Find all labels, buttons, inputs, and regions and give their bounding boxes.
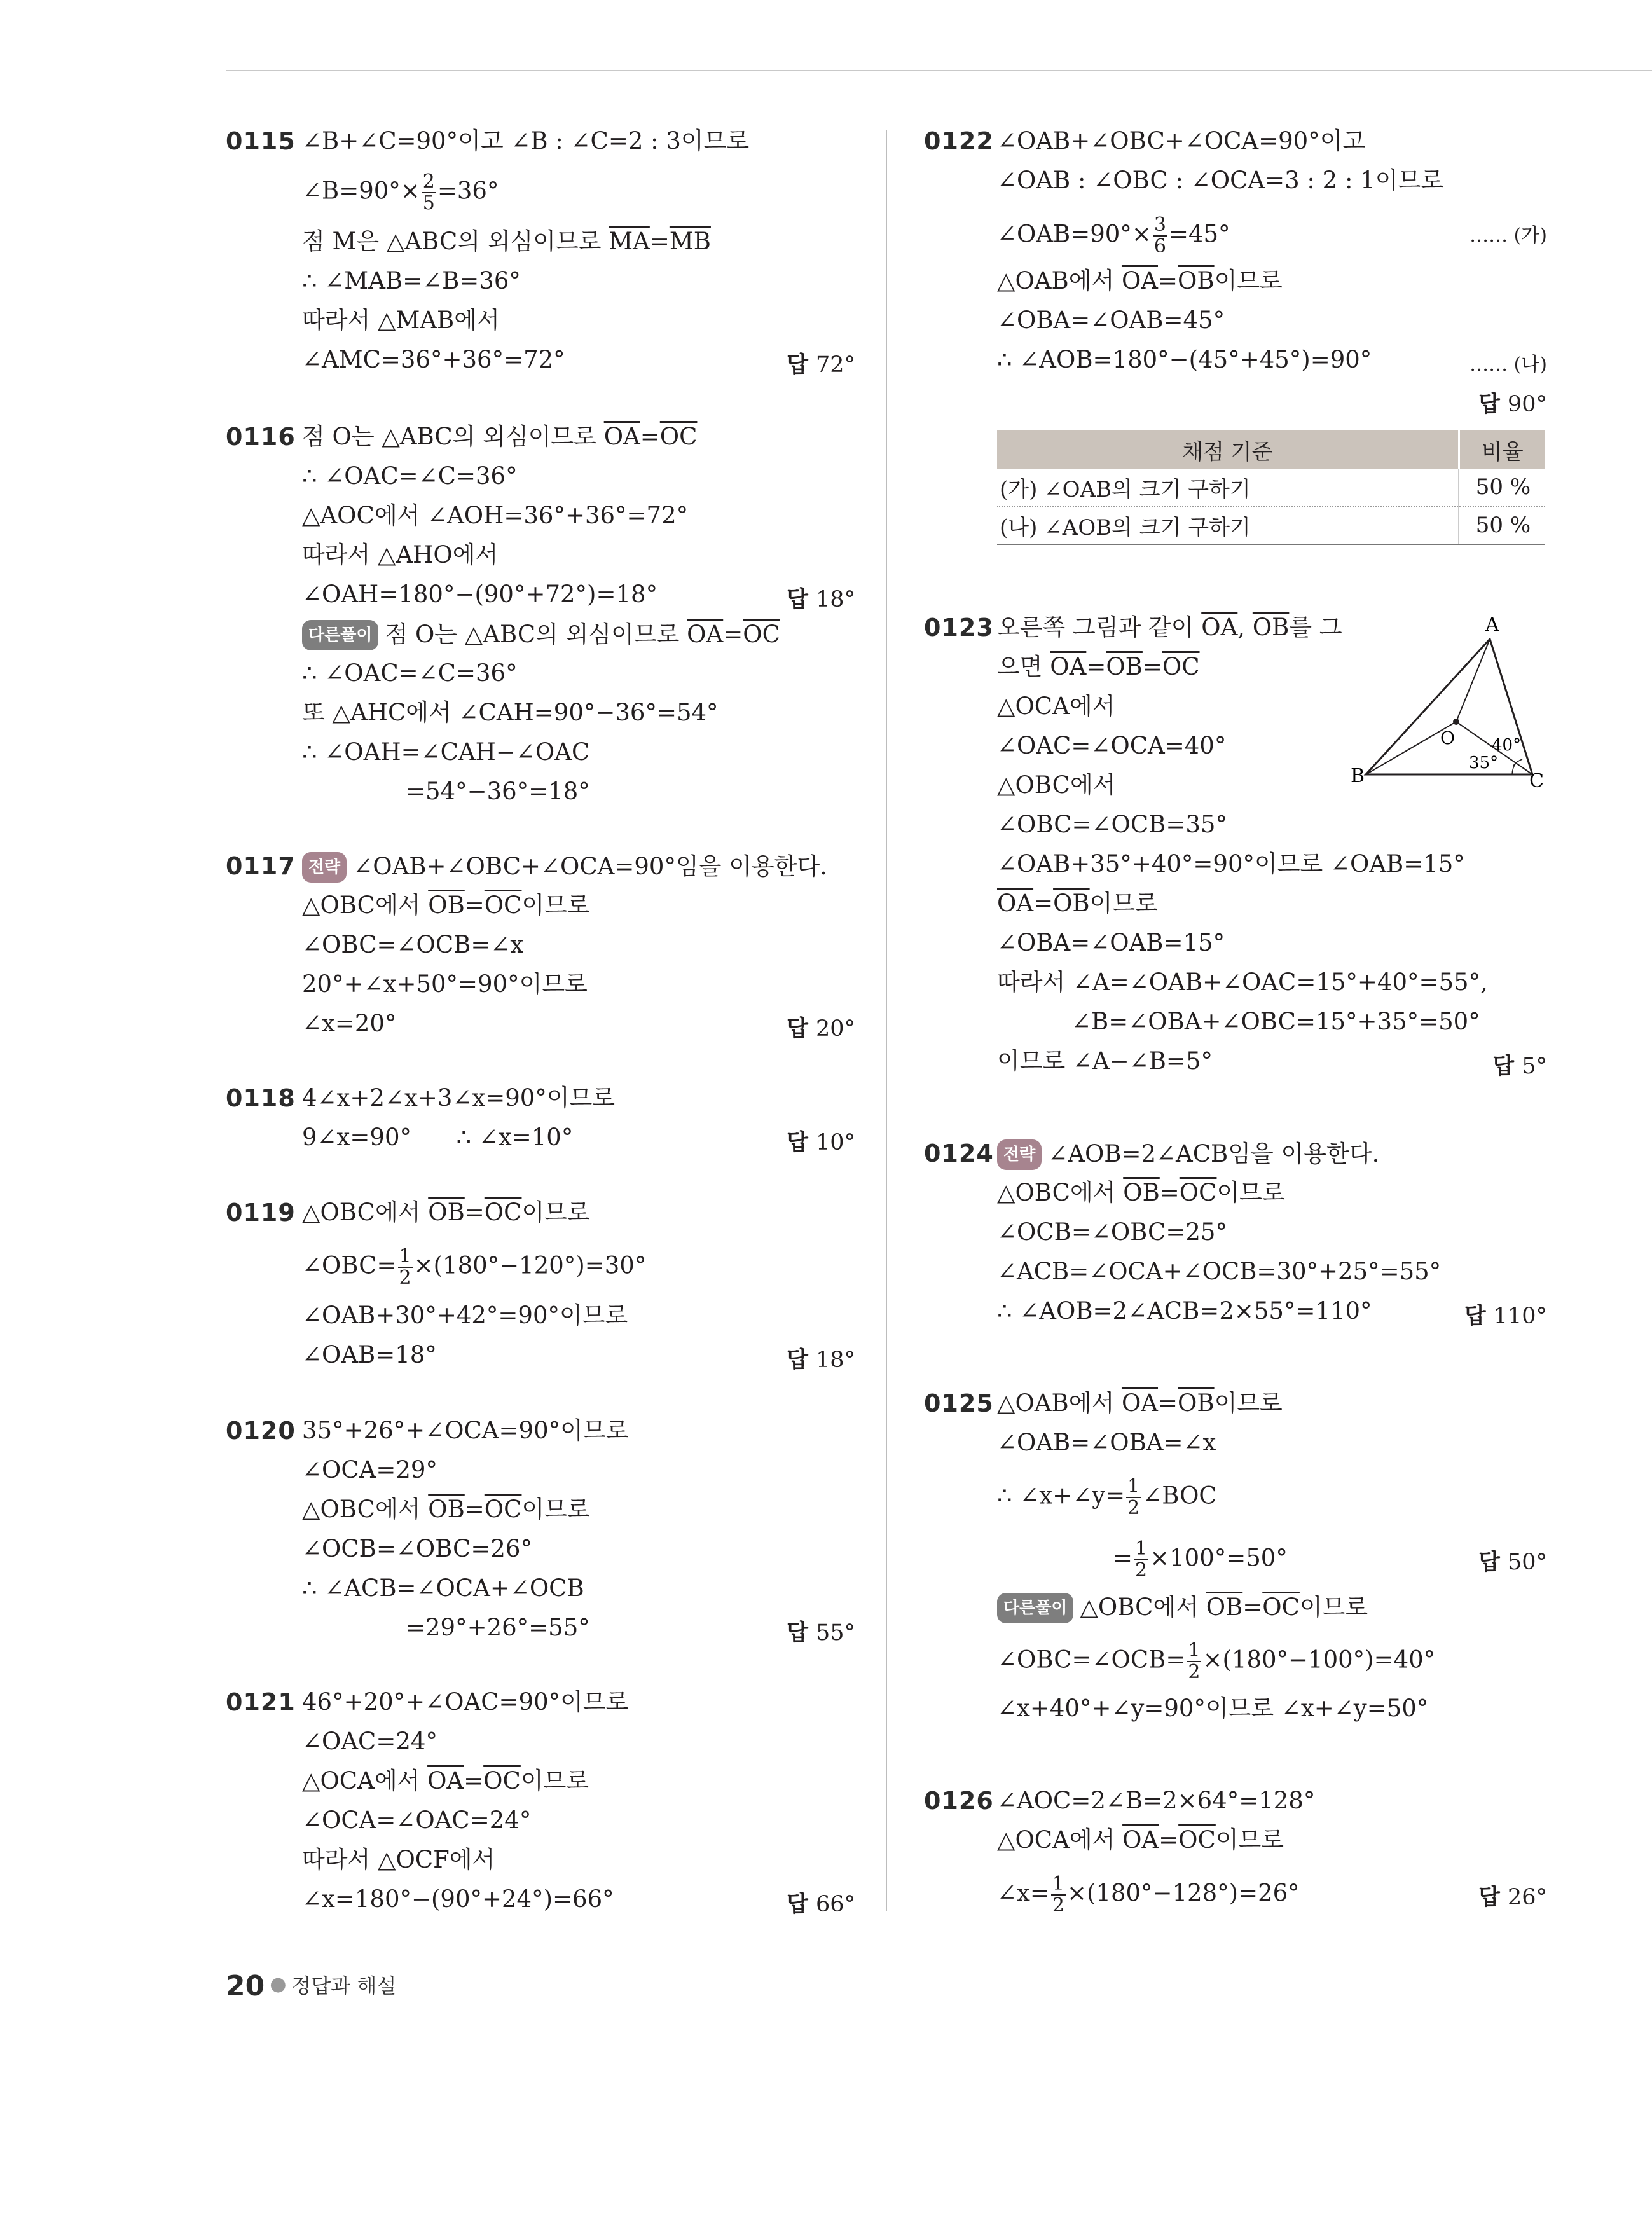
solution-line: △OAB에서 $\overline{OA}=\overline{OB}$이므로 [997,1389,1283,1417]
problem-number: 0116 [226,423,296,451]
section-label: 정답과 해설 [291,1974,397,1998]
solution-line: ∠OAB=∠OBA=∠x [997,1429,1216,1456]
problem-number: 0121 [226,1688,296,1716]
solution-line: ∠B=90°× $\frac{2}{5}$ =36° [302,170,499,214]
answer: 답 18° [787,1347,855,1373]
answer: 답 66° [787,1892,855,1917]
solution-line: ∠OAH=180°−(90°+72°)=18° [302,581,658,608]
solution-line: 35°+26°+∠OCA=90°이므로 [302,1417,629,1444]
column-divider [886,130,887,1911]
angle-label: 40° [1492,736,1522,755]
answer: 답 50° [1478,1550,1547,1575]
solution-line: ∴ ∠ACB=∠OCA+∠OCB [302,1574,584,1602]
strategy-tag: 전략 [302,852,347,883]
solution-line: 오른쪽 그림과 같이 $\overline{OA}$, $\overline{OB}$를 그 [997,614,1342,641]
header-rule [226,70,1652,71]
triangle-figure [1347,610,1544,795]
solution-line: $\overline{OA}=\overline{OB}$이므로 [997,890,1158,917]
step-marker: …… (가) [1470,224,1547,247]
bullet-icon: ● [270,1973,287,1995]
solution-line: ∠OCB=∠OBC=26° [302,1535,532,1562]
solution-line: ∠OAB=90°× $\frac{3}{6}$ =45° [997,214,1230,258]
fraction: $\frac{2}{5}$ [422,170,435,214]
grading-criteria-table [997,430,1545,545]
solution-line: ∠OBC=∠OCB= $\frac{1}{2}$ ×(180°−100°)=40° [997,1639,1436,1683]
segment-oa [1456,639,1490,722]
solution-line: △OCA에서 [997,692,1115,720]
solution-line: ∠ACB=∠OCA+∠OCB=30°+25°=55° [997,1258,1442,1285]
problem-number: 0123 [924,614,994,642]
answer: 답 90° [1478,392,1547,417]
solution-line: ∴ ∠OAC=∠C=36° [302,659,518,687]
table-cell: (가) ∠OAB의 크기 구하기 [997,469,1459,506]
answer: 답 18° [787,587,855,612]
problem-number: 0115 [226,127,296,155]
problem-number: 0118 [226,1084,296,1112]
solution-line: 4∠x+2∠x+3∠x=90°이므로 [302,1084,616,1112]
answer: 답 10° [787,1130,855,1155]
solution-line: 따라서 ∠A=∠OAB+∠OAC=15°+40°=55°, [997,968,1488,996]
fraction: $\frac{3}{6}$ [1153,214,1166,258]
angle-label: 35° [1469,754,1499,773]
solution-line: △OBC에서 $\overline{OB}=\overline{OC}$이므로 [302,1496,590,1523]
problem-number: 0122 [924,127,994,155]
solution-line: ∠B=∠OBA+∠OBC=15°+35°=50° [1071,1008,1480,1035]
solution-line: ∴ ∠AOB=2∠ACB=2×55°=110° [997,1297,1372,1325]
solution-line: ∠OAB+∠OBC+∠OCA=90°이고 [997,127,1366,155]
solution-line: ∠OBC=∠OCB=∠x [302,931,524,958]
answer: 답 72° [787,352,855,378]
solution-line: =54°−36°=18° [406,778,590,805]
solution-line: ∠AMC=36°+36°=72° [302,346,565,373]
solution-line: ∠OBA=∠OAB=15° [997,929,1225,956]
solution-line: ∠OCB=∠OBC=25° [997,1218,1227,1246]
circumcenter-point [1453,719,1459,725]
alternative-solution-tag: 다른풀이 [302,620,378,650]
solution-line: ∠x=180°−(90°+24°)=66° [302,1885,614,1913]
solution-line: ∠OAC=24° [302,1728,437,1755]
solution-line: △OCA에서 $\overline{OA}=\overline{OC}$이므로 [997,1826,1284,1854]
table-header-row [997,430,1545,469]
solution-line: 9∠x=90° ∴ ∠x=10° [302,1124,574,1151]
problem-number: 0125 [924,1389,994,1417]
solution-line: = $\frac{1}{2}$ ×100°=50° [1113,1538,1288,1581]
solution-line: 이므로 ∠A−∠B=5° [997,1047,1213,1075]
solution-line: ∠OCA=∠OAC=24° [302,1807,532,1834]
solution-line: 또 △AHC에서 ∠CAH=90°−36°=54° [302,699,719,726]
solution-line: =29°+26°=55° [406,1614,590,1641]
solution-line: ∠OBC= $\frac{1}{2}$ ×(180°−120°)=30° [302,1245,647,1289]
solution-line: ∠x= $\frac{1}{2}$ ×(180°−128°)=26° [997,1873,1300,1917]
solution-line: ∠OAB : ∠OBC : ∠OCA=3 : 2 : 1이므로 [997,167,1443,194]
solution-line: △OAB에서 $\overline{OA}=\overline{OB}$이므로 [997,267,1283,294]
fraction: $\frac{1}{2}$ [1188,1639,1201,1683]
problem-number: 0117 [226,852,296,880]
answer: 답 20° [787,1016,855,1042]
table-row [997,506,1545,544]
solution-line: ∠OBA=∠OAB=45° [997,306,1225,334]
problem-number: 0120 [226,1417,296,1445]
table-cell: 50 % [1459,506,1545,544]
fraction: $\frac{1}{2}$ [1127,1475,1140,1519]
solution-line: 따라서 △MAB에서 [302,306,500,334]
fraction: $\frac{1}{2}$ [1052,1873,1064,1917]
solution-line: 점 O는 △ABC의 외심이므로 $\overline{OA}=\overline{OC}$ [302,423,698,450]
solution-line: 20°+∠x+50°=90°이므로 [302,970,588,998]
solution-line: △OBC에서 $\overline{OB}=\overline{OC}$이므로 [302,891,590,919]
solution-line: ∠OAB+30°+42°=90°이므로 [302,1302,628,1329]
solution-line: 따라서 △OCF에서 [302,1846,495,1873]
answer: 답 5° [1492,1054,1547,1079]
table-cell: (나) ∠AOB의 크기 구하기 [997,506,1459,544]
solution-line: △AOC에서 ∠AOH=36°+36°=72° [302,502,689,529]
alternative-solution-tag: 다른풀이 [997,1593,1073,1623]
solution-line: 46°+20°+∠OAC=90°이므로 [302,1688,629,1716]
solution-line: △OCA에서 $\overline{OA}=\overline{OC}$이므로 [302,1767,589,1794]
vertex-label-c: C [1529,770,1544,792]
solution-line: △OBC에서 [997,771,1116,799]
solution-line: ∠x=20° [302,1010,397,1037]
solution-line: ∴ ∠AOB=180°−(45°+45°)=90° [997,346,1372,373]
strategy-tag: 전략 [997,1139,1042,1170]
solution-line: 점 M은 △ABC의 외심이므로 $\overline{MA}=\overline{MB}$ [302,228,711,255]
solution-line: ∴ ∠OAC=∠C=36° [302,462,518,490]
solution-line: △OBC에서 $\overline{OB}=\overline{OC}$이므로 [302,1199,590,1226]
solution-line: ∴ ∠MAB=∠B=36° [302,267,521,294]
table-cell: 50 % [1459,469,1545,506]
solution-line: 다른풀이 △OBC에서 $\overline{OB}=\overline{OC}$이므로 [997,1593,1368,1623]
answer: 답 55° [787,1620,855,1646]
page-footer [226,1970,396,2002]
solution-line: ∠x+40°+∠y=90°이므로 ∠x+∠y=50° [997,1695,1429,1722]
solution-line: ∠AOC=2∠B=2×64°=128° [997,1787,1316,1814]
solution-line: ∠B+∠C=90°이고 ∠B : ∠C=2 : 3이므로 [302,127,750,155]
solution-line: ∴ ∠OAH=∠CAH−∠OAC [302,738,590,766]
solution-line: 전략 ∠AOB=2∠ACB임을 이용한다. [997,1139,1379,1170]
solution-line: ∠OAC=∠OCA=40° [997,732,1227,759]
answer: 답 110° [1464,1304,1547,1329]
solution-line: ∠OAB+35°+40°=90°이므로 ∠OAB=15° [997,850,1465,878]
table-header: 비율 [1459,430,1545,469]
problem-number: 0124 [924,1139,994,1167]
table-header: 채점 기준 [997,430,1459,469]
point-label-o: O [1440,727,1455,748]
fraction: $\frac{1}{2}$ [1135,1538,1148,1581]
vertex-label-b: B [1351,765,1365,787]
solution-line: ∴ ∠x+∠y= $\frac{1}{2}$ ∠BOC [997,1475,1217,1519]
problem-number: 0126 [924,1787,994,1815]
solution-line: ∠OBC=∠OCB=35° [997,811,1227,838]
solution-line: ∠OAB=18° [302,1341,437,1368]
solution-line: 전략 ∠OAB+∠OBC+∠OCA=90°임을 이용한다. [302,852,827,883]
solution-line: 따라서 △AHO에서 [302,541,499,568]
solution-line: ∠OCA=29° [302,1456,437,1483]
answer: 답 26° [1478,1885,1547,1910]
solution-line: 다른풀이 점 O는 △ABC의 외심이므로 $\overline{OA}=\overline{OC}$ [302,620,780,650]
fraction: $\frac{1}{2}$ [399,1245,411,1289]
page-number: 20 [226,1970,265,2002]
step-marker: …… (나) [1470,354,1547,376]
solution-line: △OBC에서 $\overline{OB}=\overline{OC}$이므로 [997,1179,1285,1206]
solution-line: 으면 $\overline{OA}=\overline{OB}=\overline{OC}$ [997,653,1200,680]
vertex-label-a: A [1485,614,1499,636]
table-row [997,469,1545,506]
problem-number: 0119 [226,1199,296,1227]
